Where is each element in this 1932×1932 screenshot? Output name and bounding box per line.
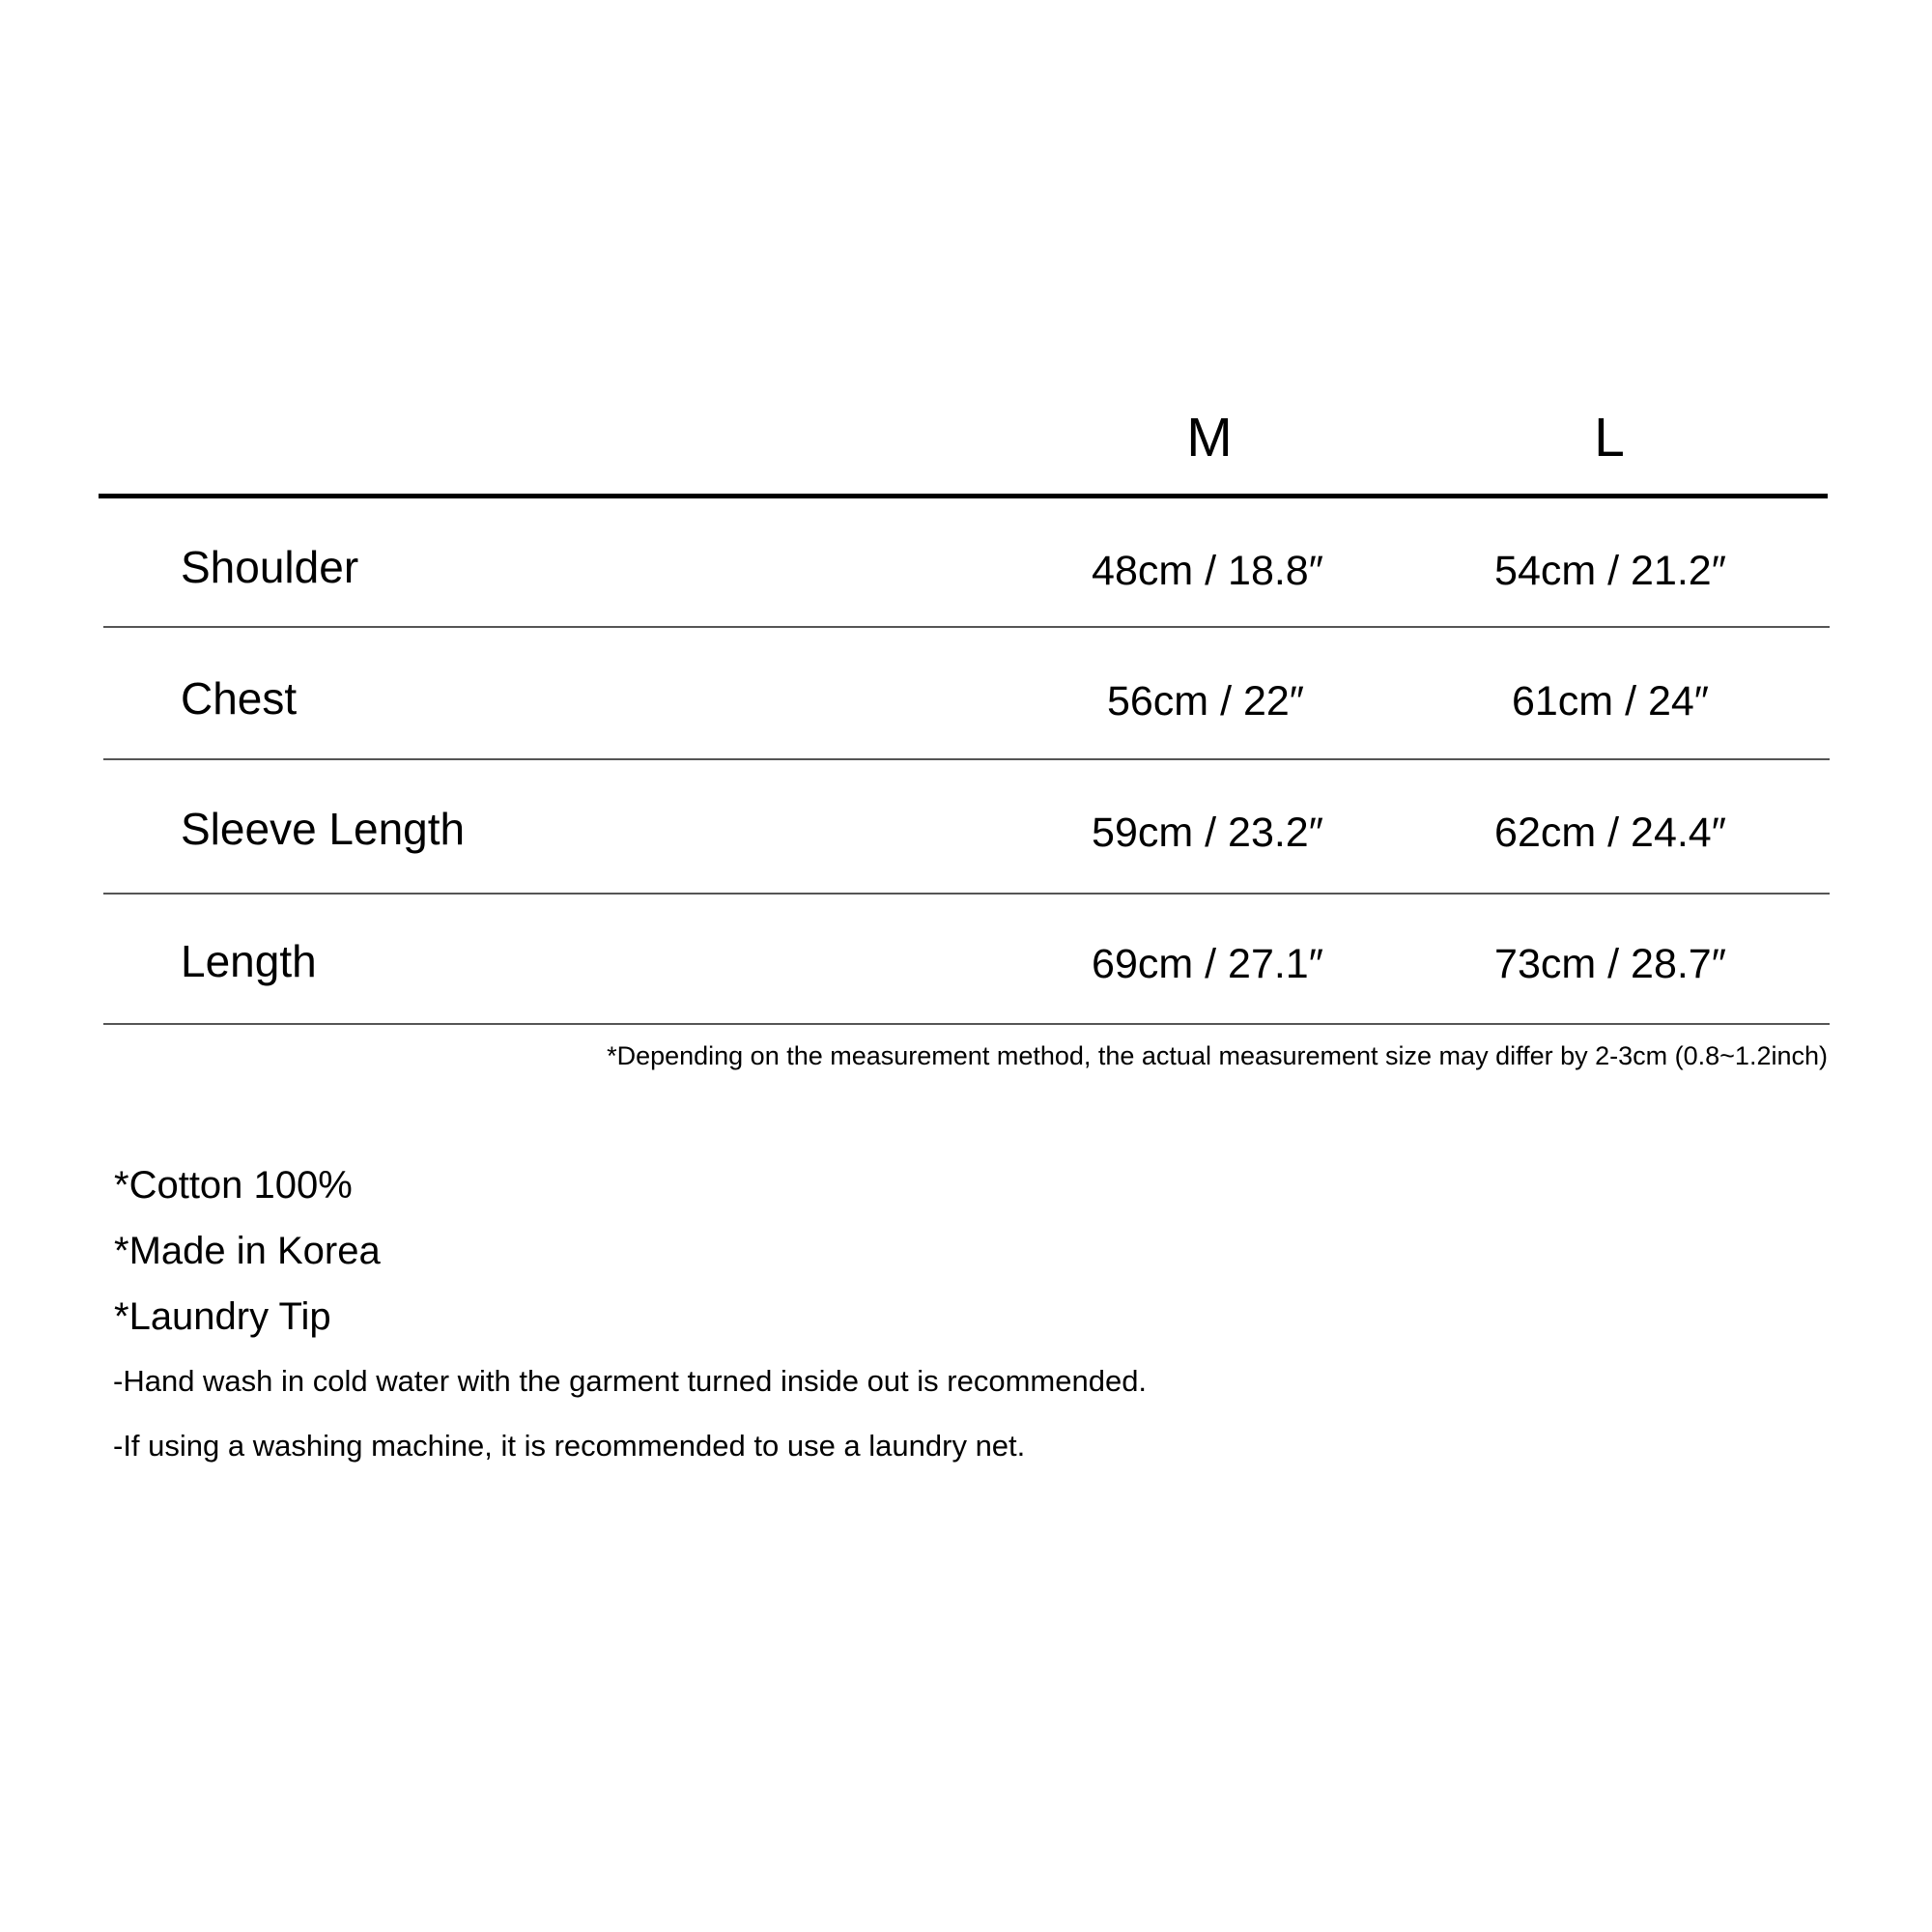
laundry-tip-heading: *Laundry Tip <box>114 1295 331 1338</box>
measurement-footnote: *Depending on the measurement method, the actual measurement size may differ by 2-3cm (0.8~1.2inch) <box>607 1041 1828 1070</box>
cell-l: 54cm / 21.2″ <box>1494 548 1726 594</box>
row-divider <box>103 893 1830 895</box>
column-header-l: L <box>1594 407 1625 469</box>
column-header-m: M <box>1186 407 1233 469</box>
cell-m: 59cm / 23.2″ <box>1092 810 1323 856</box>
row-divider <box>103 758 1830 760</box>
fabric-info: *Cotton 100% <box>114 1164 353 1207</box>
row-label: Chest <box>181 673 298 724</box>
laundry-tip-item: -Hand wash in cold water with the garment turned inside out is recommended. <box>113 1364 1148 1398</box>
row-label: Shoulder <box>181 542 359 592</box>
row-label: Sleeve Length <box>181 804 466 854</box>
laundry-tip-item: -If using a washing machine, it is recommended to use a laundry net. <box>113 1429 1026 1463</box>
row-divider <box>103 626 1830 628</box>
cell-m: 48cm / 18.8″ <box>1092 548 1323 594</box>
cell-m: 69cm / 27.1″ <box>1092 941 1323 987</box>
origin-info: *Made in Korea <box>114 1230 381 1272</box>
cell-m: 56cm / 22″ <box>1106 678 1305 724</box>
cell-l: 73cm / 28.7″ <box>1494 941 1726 987</box>
row-divider <box>103 1023 1830 1025</box>
row-label: Length <box>181 936 317 986</box>
header-divider <box>99 494 1828 498</box>
cell-l: 61cm / 24″ <box>1511 678 1710 724</box>
cell-l: 62cm / 24.4″ <box>1494 810 1726 856</box>
